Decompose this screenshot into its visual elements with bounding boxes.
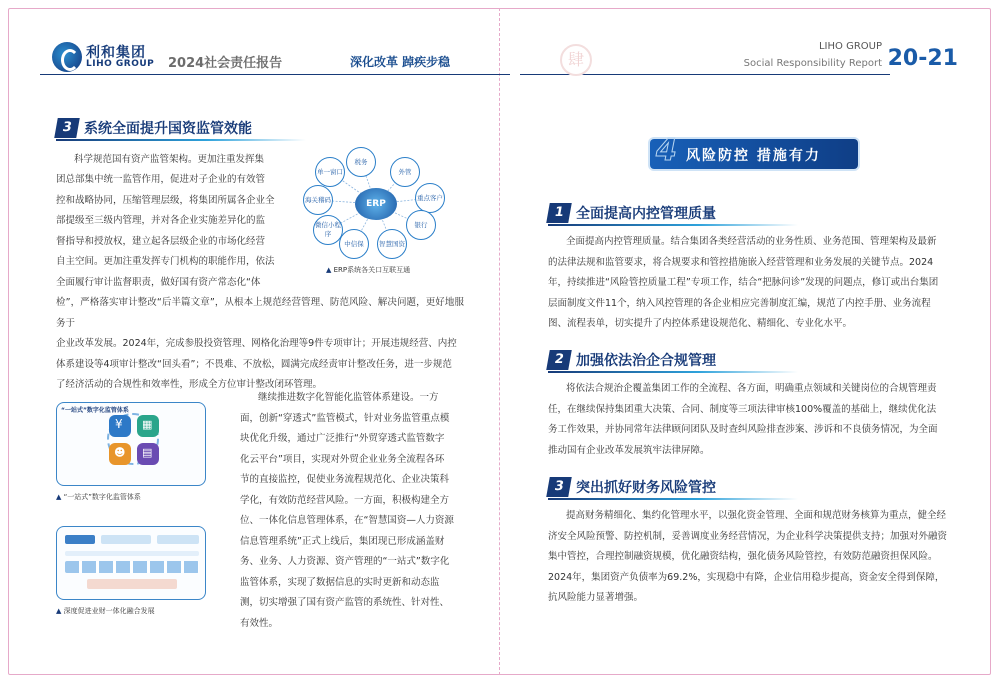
flow-block xyxy=(65,551,199,556)
section-underline xyxy=(56,139,306,141)
right-section3-body xyxy=(548,506,960,609)
section-title: 全面提高内控管理质量 xyxy=(576,206,716,222)
text-line: 节的直接监控，促使业务流程规范化、企业决策科 xyxy=(240,474,450,485)
banner-number: 4 xyxy=(656,133,677,168)
section-title: 系统全面提升国资监管效能 xyxy=(84,121,252,137)
erp-node: 海关稽码 xyxy=(303,185,333,215)
figure2-caption xyxy=(56,606,155,616)
section-underline xyxy=(548,498,798,500)
text-line: 信息管理系统”正式上线后，集团现已形成涵盖财 xyxy=(240,535,445,547)
yen-icon: ¥ xyxy=(109,415,131,437)
figure-tag: “一站式”数字化监管体系 xyxy=(61,407,129,414)
left-para2 xyxy=(240,388,464,409)
text-line: 任，在继续保持集团重大决策、合同、制度等三项法律审核100%覆盖的基础上，继续优化法 xyxy=(548,403,937,415)
text-line: 测，切实增强了国有资产监管的系统性、针对性、 xyxy=(240,597,450,608)
caption-text: “一站式”数字化监管体系 xyxy=(63,493,141,501)
left-para1 xyxy=(56,150,296,171)
caption-text: 深度促进业财一体化融合发展 xyxy=(63,607,155,615)
section-underline xyxy=(548,224,798,226)
seal-watermark: 肆 xyxy=(560,44,592,76)
right-section1-heading xyxy=(548,202,798,224)
header-divider-left xyxy=(40,74,510,75)
text-line: 务工作效果，并协同常年法律顾问团队及时查纠风险排查涉案、涉诉和不良债务情况，为全面 xyxy=(548,424,938,435)
text-line: 济安全风险预警、防控机制，妥善调度业务经营情况，为企业科学决策提供支持；加强对外融资 xyxy=(548,530,948,542)
logo-mark-icon xyxy=(52,42,82,72)
people-icon: ☻ xyxy=(109,443,131,465)
flow-block xyxy=(157,535,199,544)
erp-center: ERP xyxy=(355,188,397,220)
text-line: 企业改革发展。2024年，完成参股投资管理、网格化治理等9件专项审计；开展违规经营、内控 xyxy=(56,338,457,349)
figure-one-stop-supervision xyxy=(56,402,206,486)
erp-caption xyxy=(326,265,410,275)
text-line: 位、一体化信息管理体系，在“智慧国资—人力资源 xyxy=(240,515,454,526)
text-line: 科学规范国有资产监管架构。更加注重发挥集 xyxy=(74,154,265,165)
text-line: 化云平台”项目，实现对外贸企业业务全流程各环 xyxy=(240,453,445,465)
text-line: 务、业务、人力资源、资产管理的“一站式”数字化 xyxy=(240,556,450,567)
center-fold xyxy=(499,8,500,675)
text-line: 检”，严格落实审计整改“后半篇文章”，从根本上规范经营管理、防范风险、解决问题，更好地服务于 xyxy=(56,297,464,329)
text-line: 团总部集中统一监管作用，促进对子企业的有效管 xyxy=(56,174,266,185)
text-line: 全面履行审计监督职责，做好国有资产常态化“体 xyxy=(56,276,261,288)
text-line: 学化，有效防范经营风险。一方面，积极构建全方 xyxy=(240,494,450,506)
chart-icon: ▤ xyxy=(137,443,159,465)
company-name-en: LIHO GROUP xyxy=(818,41,882,52)
text-line: 部提级至三级内管理，并对各企业实施差异化的监 xyxy=(56,215,266,226)
erp-diagram xyxy=(303,150,451,260)
erp-node: 中信保 xyxy=(339,229,369,259)
text-line: 的法律法规和监管要求，将合规要求和管控措施嵌入经营管理和业务发展的关键节点。2024 xyxy=(548,256,934,268)
page-number: 20-21 xyxy=(887,46,958,71)
erp-node: 重点客户 xyxy=(415,183,445,213)
logo-cn: 利和集团 xyxy=(86,45,146,61)
flow-block xyxy=(65,561,199,573)
erp-node: 智慧国资 xyxy=(377,229,407,259)
text-line: 图、流程表单，切实提升了内控体系建设规范化、精细化、专业化水平。 xyxy=(548,318,853,329)
flow-block xyxy=(101,535,151,544)
text-line: 推动国有企业改革发展筑牢法律屏障。 xyxy=(548,444,710,456)
erp-node: 微信小程序 xyxy=(313,215,343,245)
text-line: 2024年，集团资产负债率为69.2%，实现稳中有降，企业信用稳步提高，资金安全得到保障， xyxy=(548,571,945,583)
section-number-badge: 3 xyxy=(546,477,572,497)
text-line: 控和战略协同，压缩管理层级，将集团所属各企业全 xyxy=(56,194,275,206)
triangle-icon: ▲ xyxy=(326,266,332,274)
section-number-badge: 2 xyxy=(546,350,572,370)
section-number-badge: 3 xyxy=(54,118,80,138)
report-title: 2024社会责任报告 xyxy=(168,56,283,71)
section-title: 加强依法治企合规管理 xyxy=(576,353,716,369)
caption-text: ERP系统各关口互联互通 xyxy=(333,266,411,274)
section-number-badge: 1 xyxy=(546,203,572,223)
erp-node: 税务 xyxy=(346,147,376,177)
text-line: 了经济活动的合规性和效率性，形成全方位审计整改闭环管理。 xyxy=(56,379,323,390)
triangle-icon: ▲ xyxy=(56,493,62,501)
chapter-banner xyxy=(650,133,858,169)
text-line: 督指导和授放权，建立起各层级企业的市场化经营 xyxy=(56,235,266,247)
erp-node: 外管 xyxy=(390,157,420,187)
company-logo xyxy=(52,42,162,74)
section-title: 突出抓好财务风险管控 xyxy=(576,480,716,496)
left-para1-cont xyxy=(56,170,296,293)
slogan: 深化改革 踔疾步稳 xyxy=(350,55,451,69)
flow-block xyxy=(65,535,95,544)
flow-block xyxy=(87,579,177,589)
triangle-icon: ▲ xyxy=(56,607,62,615)
left-section3-heading xyxy=(56,117,306,139)
text-line: 提高财务精细化、集约化管理水平，以强化资金管理、全面和规范财务核算为重点，健全经 xyxy=(566,510,947,521)
grid-icon: ▦ xyxy=(137,415,159,437)
right-section2-body xyxy=(548,379,960,461)
header xyxy=(40,40,962,80)
text-line: 集中管控，合理控制融资规模，优化融资结构，强化债务风险管控，有效防范融资担保风险。 xyxy=(548,551,938,562)
banner-title: 风险防控 措施有力 xyxy=(686,148,821,164)
left-para1-tail xyxy=(56,293,464,396)
section-underline xyxy=(548,371,798,373)
right-section1-body xyxy=(548,232,960,335)
text-line: 年，持续推进“风险管控质量工程”专项工作，结合“把脉问诊”发现的问题点，修订或出台集团 xyxy=(548,277,939,288)
logo-en: LIHO GROUP xyxy=(86,59,155,69)
figure1-caption xyxy=(56,492,141,502)
figure-finance-integration xyxy=(56,526,206,600)
erp-node: 单一窗口 xyxy=(315,157,345,187)
text-line: 全面提高内控管理质量。结合集团各类经营活动的业务性质、业务范围、管理架构及最新 xyxy=(566,236,937,247)
text-line: 继续推进数字化智能化监管体系建设。一方 xyxy=(258,392,439,403)
text-line: 体系建设等4项审计整改“回头看”；不畏难、不放松，圆满完成经责审计整改任务，进一步规范 xyxy=(56,358,452,370)
right-section2-heading xyxy=(548,349,798,371)
text-line: 自主空间。更加注重发挥专门机构的职能作用，依法 xyxy=(56,256,275,267)
text-line: 面，创新“穿透式”监管模式，针对业务监管重点模 xyxy=(240,412,450,424)
text-line: 有效性。 xyxy=(240,617,279,629)
report-name-en: Social Responsibility Report xyxy=(743,58,882,69)
text-line: 层面制度文件11个，纳入风控管理的各企业相应完善制度汇编，规范了内控手册、业务流程 xyxy=(548,297,931,309)
left-para2-cont xyxy=(240,409,464,635)
text-line: 块优化升级，通过广泛推行“外贸穿透式监管数字 xyxy=(240,433,445,444)
text-line: 抗风险能力显著增强。 xyxy=(548,592,644,603)
text-line: 将依法合规治企覆盖集团工作的全流程、各方面，明确重点领域和关键岗位的合规管理责 xyxy=(566,383,937,394)
right-section3-heading xyxy=(548,476,798,498)
text-line: 监管体系，实现了数据信息的实时更新和动态监 xyxy=(240,576,440,588)
erp-node: 银行 xyxy=(406,210,436,240)
